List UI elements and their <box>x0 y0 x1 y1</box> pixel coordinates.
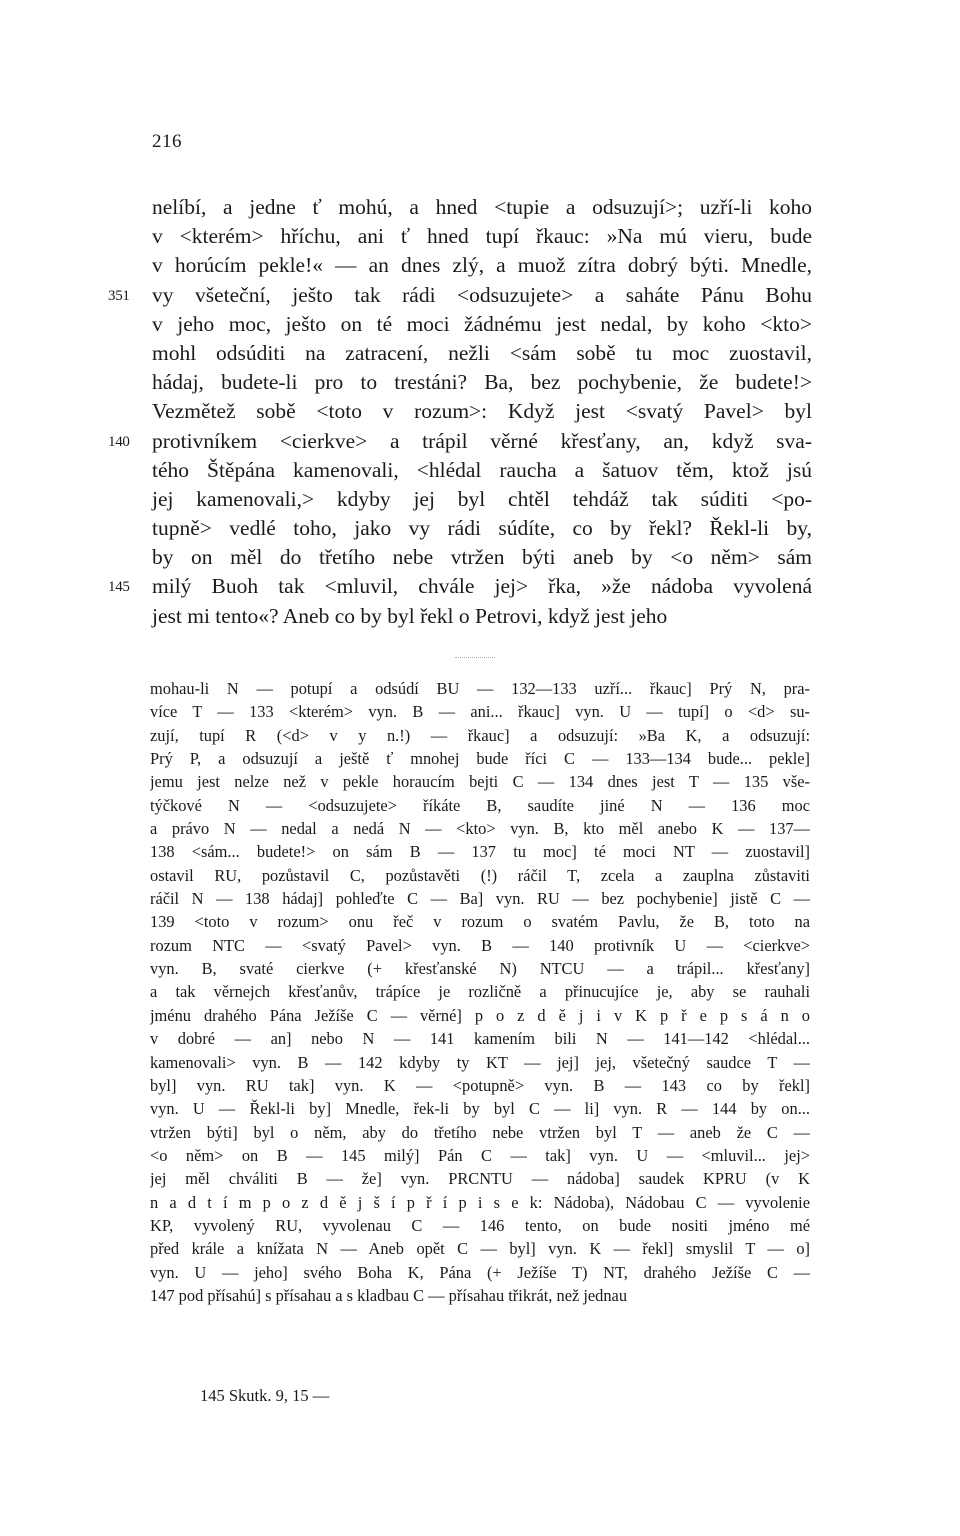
page-number: 216 <box>152 131 182 152</box>
apparatus-line: týčkové N — <odsuzujete> říkáte B, saudíte jiné N — 136 moc <box>150 795 810 815</box>
text-line <box>152 339 812 368</box>
line-number: 140 <box>108 433 130 450</box>
line-text: jest mi tento«? Aneb co by byl řekl o Petrovi, když jest jeho <box>152 603 668 628</box>
apparatus-line: 138 <sám... budete!> on sám B — 137 tu moc] té moci NT — zuostavil] <box>150 842 810 862</box>
text-line <box>152 456 812 485</box>
apparatus-line: byl] vyn. RU tak] vyn. K — <potupně> vyn. B — 143 co by řekl] <box>150 1075 810 1095</box>
text-line <box>108 427 812 456</box>
line-text: protivníkem <cierkve> a trápil věrné křesťany, an, když sva- <box>152 428 812 453</box>
apparatus-line: jménu drahého Pána Ježíše C — věrné] p o z d ě j i v K p ř e p s á n o <box>150 1005 810 1025</box>
text-line <box>152 310 812 339</box>
text-line <box>152 514 812 543</box>
apparatus-line: a tak věrnejch křesťanův, trápíce je rozličně a přinucujíce je, aby se rauhali <box>150 982 810 1002</box>
text-line <box>152 193 812 222</box>
line-number: 145 <box>108 579 130 596</box>
line-text: tupně> vedlé toho, jako vy rádi súdíte, co by řekl? Řekl-li by, <box>152 516 812 541</box>
line-text: milý Buoh tak <mluvil, chvále jej> řka, »že nádoba vyvolená <box>152 574 812 599</box>
apparatus-line: rozum NTC — <svatý Pavel> vyn. B — 140 protivník U — <cierkve> <box>150 935 810 955</box>
line-text: vy všeteční, ješto tak rádi <odsuzujete> a saháte Pánu Bohu <box>152 282 812 307</box>
footnote: 145 Skutk. 9, 15 — <box>200 1386 330 1405</box>
apparatus-line: kamenovali> vyn. B — 142 kdyby ty KT — jej] jej, všetečný saudce T — <box>150 1052 810 1072</box>
apparatus-line: v dobré — an] nebo N — 141 kamením bili N — 141—142 <hlédal... <box>150 1029 810 1049</box>
apparatus-line: vtržen býti] byl o něm, aby do třetího nebe vtržen byl T — aneb že C — <box>150 1122 810 1142</box>
line-text: v jeho moc, ješto on té moci žádnému jest nedal, by koho <kto> <box>152 311 812 336</box>
line-number: 351 <box>108 287 130 304</box>
apparatus-line: 147 pod přísahú] s přísahau a s kladbau C — přísahau třikrát, než jednau <box>150 1285 628 1305</box>
apparatus-line: 139 <toto v rozum> onu řeč v rozum o svatém Pavlu, že B, toto na <box>150 912 810 932</box>
apparatus-line: Prý P, a odsuzují a ještě ť mnohej bude říci C — 133—134 bude... pekle] <box>150 749 810 769</box>
apparatus-line: jemu jest nelze než v pekle horaucím bejti C — 134 dnes jest T — 135 vše- <box>150 772 810 792</box>
line-text: jej kamenovali,> kdyby jej byl chtěl tehdáž tak súditi <po- <box>152 486 812 511</box>
apparatus-line: mohau-li N — potupí a odsúdí BU — 132—133 uzří... řkauc] Prý N, pra- <box>150 679 810 698</box>
line-text: Vezmětež sobě <toto v rozum>: Když jest <svatý Pavel> byl <box>152 399 812 424</box>
apparatus-line: vyn. B, svaté cierkve (+ křesťanské N) NTCU — a trápil... křesťany] <box>150 959 810 979</box>
separator <box>455 657 495 658</box>
apparatus-line: vyn. U — Řekl-li by] Mnedle, řek-li by byl C — li] vyn. R — 144 by on... <box>150 1099 810 1119</box>
apparatus-line: ostavil RU, pozůstavil C, pozůstavěti (!) ráčil T, zcela a zauplna zůstaviti <box>150 865 810 885</box>
apparatus-line: ráčil N — 138 hádaj] pohleďte C — Ba] vyn. RU — bez pochybenie] jistě C — <box>150 889 810 909</box>
text-line <box>152 397 812 426</box>
line-text: by on měl do třetího nebe vtržen býti aneb by <o něm> sám <box>152 545 812 570</box>
text-line <box>152 485 812 514</box>
main-text <box>108 193 812 631</box>
line-text: v <kterém> hříchu, ani ť hned tupí řkauc: »Na mú vieru, bude <box>152 224 812 249</box>
apparatus-line: KP, vyvolený RU, vyvolenau C — 146 tento, on bude nositi jméno mé <box>150 1215 810 1235</box>
text-line <box>108 572 812 601</box>
apparatus-line: a právo N — nedal a nedá N — <kto> vyn. B, kto měl anebo K — 137— <box>150 819 810 839</box>
line-text: mohl odsúditi na zatracení, nežli <sám sobě tu moc zuostavil, <box>152 340 812 365</box>
line-text: hádaj, budete-li pro to trestáni? Ba, bez pochybenie, že budete!> <box>152 370 812 395</box>
apparatus-line: zují, tupí R (<d> v y n.!) — řkauc] a odsuzují: »Ba K, a odsuzují: <box>150 725 810 745</box>
apparatus-line: vyn. U — jeho] svého Boha K, Pána (+ Ježíše T) NT, drahého Ježíše C — <box>150 1262 810 1282</box>
apparatus-line: více T — 133 <kterém> vyn. B — ani... řkauc] vyn. U — tupí] o <d> su- <box>150 702 810 722</box>
text-line <box>108 281 812 310</box>
apparatus-line: n a d t í m p o z d ě j š í p ř í p i s e k: Nádoba), Nádobau C — vyvolenie <box>150 1192 810 1212</box>
text-line <box>152 368 812 397</box>
text-line <box>152 222 812 251</box>
apparatus-line: <o něm> on B — 145 milý] Pán C — tak] vyn. U — <mluvil... jej> <box>150 1145 810 1165</box>
critical-apparatus <box>150 677 810 1307</box>
line-text: tého Štěpána kamenovali, <hlédal raucha a šatuov těm, ktož jsú <box>152 457 812 482</box>
text-line <box>152 602 812 631</box>
text-line <box>152 251 812 280</box>
line-text: v horúcím pekle!« — an dnes zlý, a muož zítra dobrý býti. Mnedle, <box>152 253 812 278</box>
text-line <box>152 543 812 572</box>
line-text: nelíbí, a jedne ť mohú, a hned <tupie a odsuzují>; uzří-li koho <box>152 195 812 219</box>
apparatus-line: před krále a knížata N — Aneb opět C — byl] vyn. K — řekl] smyslil T — o] <box>150 1239 810 1259</box>
apparatus-line: jej měl chváliti B — že] vyn. PRCNTU — nádoba] saudek KPRU (v K <box>150 1169 810 1189</box>
